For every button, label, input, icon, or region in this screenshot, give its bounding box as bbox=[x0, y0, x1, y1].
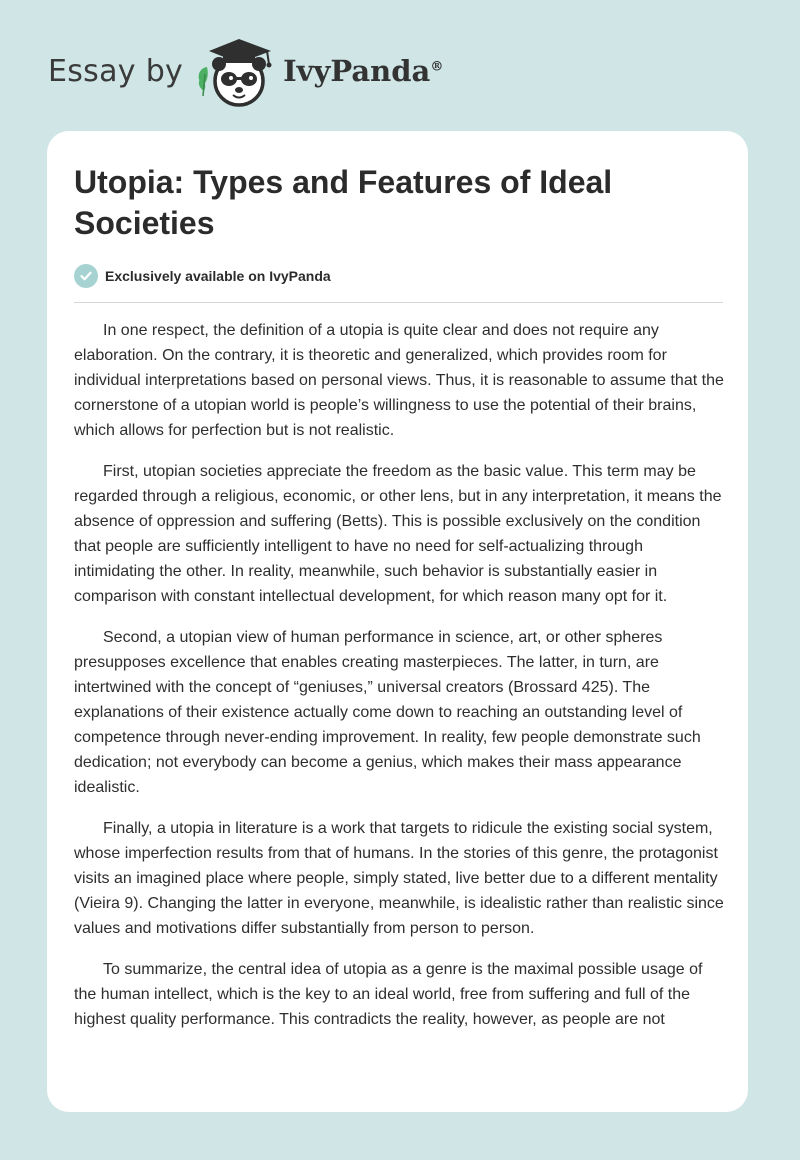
check-circle-icon bbox=[74, 264, 98, 288]
panda-graduate-icon bbox=[193, 34, 281, 108]
paragraph: Second, a utopian view of human performance in science, art, or other spheres presupposes excellence that enables creating masterpieces. The latter, in turn, are intertwined with the concept of “geniuses,” universal creators (Brossard 425). The explanations of their existence actually come down to reaching an outstanding level of competence through never-ending improvement. In reality, few people demonstrate such dedication; not everybody can become a genius, which makes their mass appearance idealistic. bbox=[74, 629, 701, 796]
brand-prefix: Essay by bbox=[48, 53, 184, 89]
divider bbox=[74, 302, 723, 303]
paragraph: First, utopian societies appreciate the freedom as the basic value. This term may be regarded through a religious, economic, or other lens, but in any interpretation, it means the absence of oppression and suffering (Betts). This is possible exclusively on the condition that people are sufficiently intelligent to have no need for self-actualizing through intimidating the other. In reality, meanwhile, such behavior is substantially easier in comparison with constant intellectual development, for which reason many opt for it. bbox=[74, 463, 722, 605]
essay-card bbox=[47, 131, 748, 1112]
paragraph: In one respect, the definition of a utopia is quite clear and does not require any elaboration. On the contrary, it is theoretic and generalized, which provides room for individual interpretations based on personal views. Thus, it is reasonable to assume that the cornerstone of a utopian world is people’s willingness to use the potential of their brains, which allows for perfection but is not realistic. bbox=[74, 322, 724, 439]
brand-header bbox=[48, 34, 443, 108]
essay-body bbox=[74, 318, 724, 1048]
paragraph: To summarize, the central idea of utopia as a genre is the maximal possible usage of the human intellect, which is the key to an ideal world, free from suffering and full of the highest quality performance. This contradicts the reality, however, as people are not bbox=[74, 961, 703, 1028]
exclusive-badge bbox=[74, 264, 331, 288]
registered-mark: ® bbox=[430, 59, 444, 75]
brand-name: IvyPanda® bbox=[283, 54, 444, 88]
page-title: Utopia: Types and Features of Ideal Societies bbox=[74, 164, 613, 241]
exclusive-label: Exclusively available on IvyPanda bbox=[105, 268, 331, 284]
paragraph: Finally, a utopia in literature is a work that targets to ridicule the existing social system, whose imperfection results from that of humans. In the stories of this genre, the protagonist visits an imagined place where people, simply stated, live better due to a different mentality (Vieira 9). Changing the latter in everyone, meanwhile, is idealistic rather than realistic since values and motivations differ substantially from person to person. bbox=[74, 820, 724, 937]
